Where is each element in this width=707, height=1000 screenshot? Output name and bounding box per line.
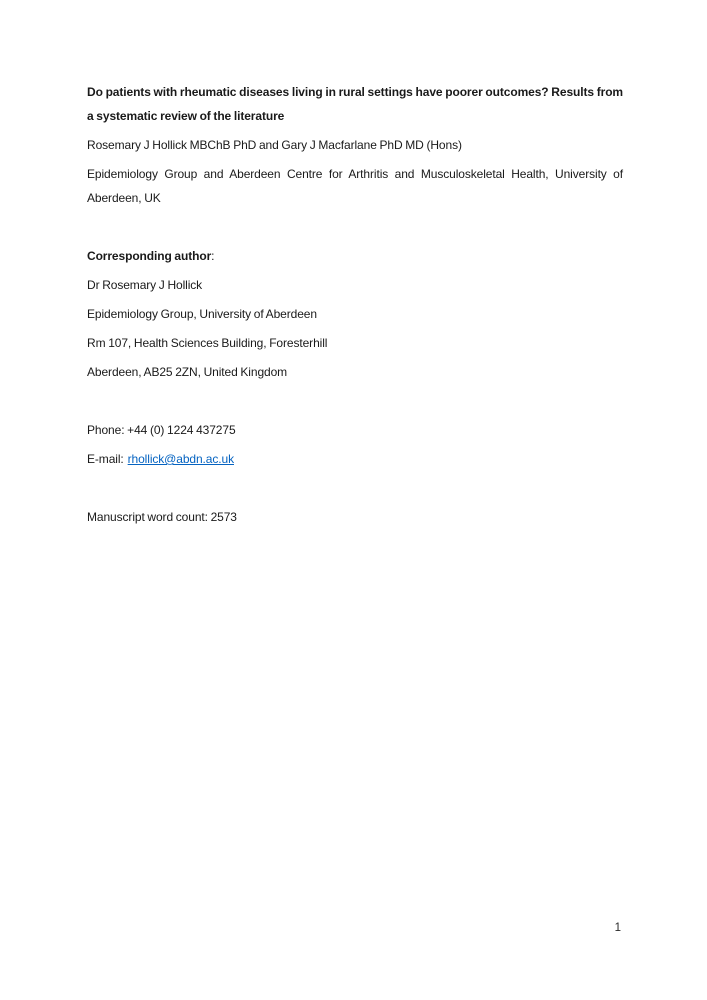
corresponding-author-address-line2: Aberdeen, AB25 2ZN, United Kingdom [87,365,288,379]
email-label: E-mail: [87,452,124,466]
email-link[interactable]: rhollick@abdn.ac.uk [127,452,234,466]
paper-title: Do patients with rheumatic diseases living in rural settings have poorer outcomes? Results from a systematic review of the literature [87,85,623,123]
page-number: 1 [614,922,621,934]
corresponding-author-heading [87,244,623,268]
corresponding-author-address-line1: Rm 107, Health Sciences Building, Foresterhill [87,336,328,350]
blank-line [87,215,623,239]
corresponding-author-colon: : [211,249,215,263]
phone-line: Phone: +44 (0) 1224 437275 [87,423,236,437]
blank-line [87,389,623,413]
word-count-line: Manuscript word count: 2573 [87,510,237,524]
affiliation-line: Epidemiology Group and Aberdeen Centre for Arthritis and Musculoskeletal Health, University of Aberdeen, UK [87,167,623,205]
corresponding-author-department: Epidemiology Group, University of Aberdeen [87,307,317,321]
blank-line [87,476,623,500]
title-page-content [87,80,623,534]
corresponding-author-label: Corresponding author [87,249,212,263]
corresponding-author-name: Dr Rosemary J Hollick [87,278,203,292]
email-line [87,447,623,471]
authors-line: Rosemary J Hollick MBChB PhD and Gary J Macfarlane PhD MD (Hons) [87,138,462,152]
